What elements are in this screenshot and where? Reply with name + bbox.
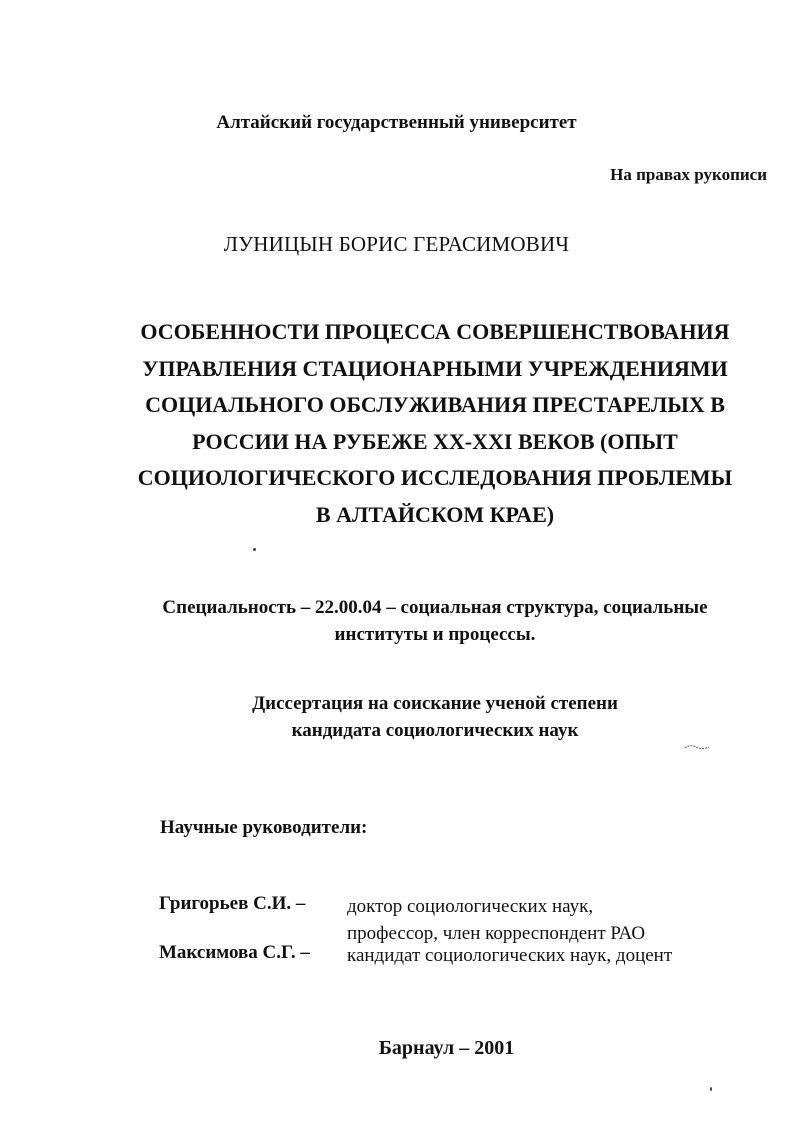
scan-speck: [253, 548, 256, 551]
degree-line: кандидата социологических наук: [291, 720, 579, 741]
degree-statement: [110, 690, 760, 744]
advisors-heading: Научные руководители:: [160, 817, 368, 838]
title-line: СОЦИОЛОГИЧЕСКОГО ИССЛЕДОВАНИЯ ПРОБЛЕМЫ: [137, 465, 733, 490]
advisor-description-line: профессор, член корреспондент РАО: [347, 923, 646, 944]
advisor-description: [347, 893, 645, 947]
advisor-description-line: доктор социологических наук,: [347, 896, 594, 917]
scan-mark: [684, 742, 710, 752]
advisor-description: [347, 942, 672, 969]
title-line: ОСОБЕННОСТИ ПРОЦЕССА СОВЕРШЕНСТВОВАНИЯ: [140, 319, 730, 344]
advisor-name: Григорьев С.И. –: [159, 893, 306, 914]
dissertation-title: [110, 314, 760, 533]
specialty-line: Специальность – 22.00.04 – социальная структура, социальные: [162, 597, 708, 618]
advisor-description-line: кандидат социологических наук, доцент: [347, 945, 673, 966]
manuscript-rights-note: На правах рукописи: [610, 165, 767, 184]
city-year: Барнаул – 2001: [378, 1037, 515, 1059]
university-name: Алтайский государственный университет: [216, 112, 577, 133]
scan-speck: [710, 1087, 712, 1091]
title-line: РОССИИ НА РУБЕЖЕ XX-XXI ВЕКОВ (ОПЫТ: [192, 428, 678, 454]
specialty-line: институты и процессы.: [334, 624, 536, 645]
title-line: УПРАВЛЕНИЯ СТАЦИОНАРНЫМИ УЧРЕЖДЕНИЯМИ: [142, 355, 728, 381]
advisor-name: Максимова С.Г. –: [159, 942, 310, 963]
author-name: ЛУНИЦЫН БОРИС ГЕРАСИМОВИЧ: [223, 232, 570, 256]
title-line: СОЦИАЛЬНОГО ОБСЛУЖИВАНИЯ ПРЕСТАРЕЛЫХ В: [145, 392, 725, 417]
degree-line: Диссертация на соискание ученой степени: [252, 693, 618, 714]
title-line: В АЛТАЙСКОМ КРАЕ): [315, 501, 555, 527]
specialty: [110, 594, 760, 648]
